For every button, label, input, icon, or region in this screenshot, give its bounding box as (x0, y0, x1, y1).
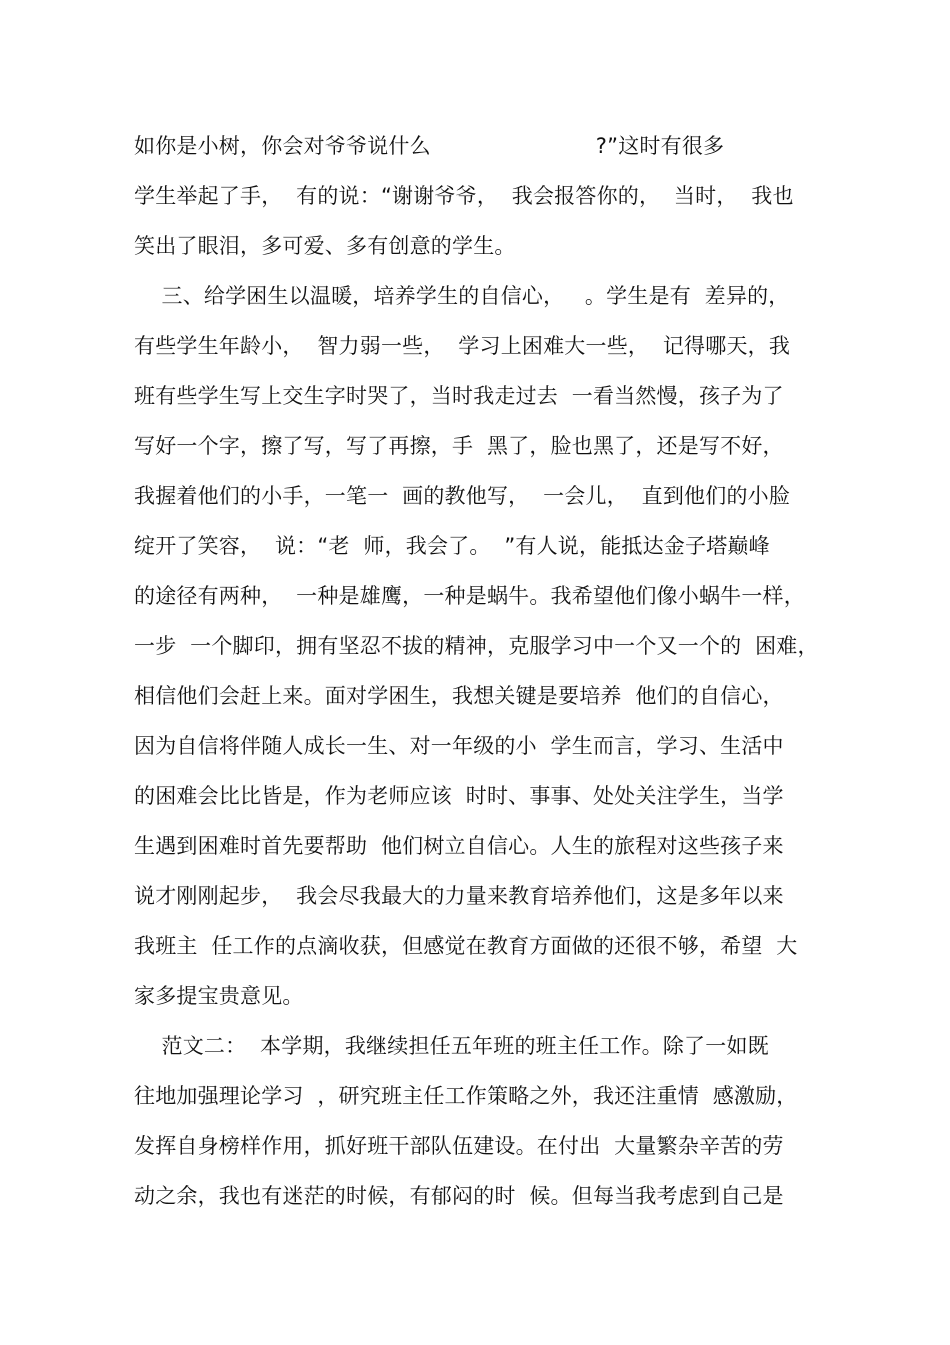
text-line: 的途径有两种， 一种是雄鹰，一种是蜗牛。我希望他们像小蜗牛一样， (134, 584, 805, 608)
text-line: 说才刚刚起步， 我会尽我最大的力量来教育培养他们，这是多年以来 (134, 884, 784, 908)
text-line: 三、给学困生以温暖，培养学生的自信心， 。学生是有 差异的， (134, 284, 790, 308)
text-line: 的困难会比比皆是，作为老师应该 时时、事事、处处关注学生，当学 (134, 784, 784, 808)
text-line: 生遇到困难时首先要帮助 他们树立自信心。人生的旅程对这些孩子来 (134, 834, 784, 858)
text-line: 往地加强理论学习 ，研究班主任工作策略之外，我还注重情 感激励， (134, 1084, 798, 1108)
text-line: 一步 一个脚印，拥有坚忍不拔的精神，克服学习中一个又一个的 困难， (134, 634, 819, 658)
text-line: 相信他们会赶上来。面对学困生，我想关键是要培养 他们的自信心， (134, 684, 784, 708)
text-line: 范文二： 本学期，我继续担任五年班的班主任工作。除了一如既 (134, 1034, 769, 1058)
text-line: 我握着他们的小手，一笔一 画的教他写， 一会儿， 直到他们的小脸 (134, 484, 791, 508)
text-line: 学生举起了手， 有的说：“谢谢爷爷， 我会报答你的， 当时， 我也 (134, 184, 794, 208)
text-line: 写好一个字，擦了写，写了再擦，手 黑了，脸也黑了，还是写不好， (134, 434, 784, 458)
text-line: 如你是小树，你会对爷爷说什么 ?”这时有很多 (134, 134, 725, 158)
text-line: 班有些学生写上交生字时哭了，当时我走过去 一看当然慢，孩子为了 (134, 384, 784, 408)
text-line: 发挥自身榜样作用，抓好班干部队伍建设。在付出 大量繁杂辛苦的劳 (134, 1134, 784, 1158)
text-line: 动之余，我也有迷茫的时候，有郁闷的时 候。但每当我考虑到自己是 (134, 1184, 784, 1208)
text-line: 家多提宝贵意见。 (134, 984, 304, 1008)
text-line: 笑出了眼泪，多可爱、多有创意的学生。 (134, 234, 516, 258)
text-line: 有些学生年龄小， 智力弱一些， 学习上困难大一些， 记得哪天，我 (134, 334, 791, 358)
text-line: 因为自信将伴随人成长一生、对一年级的小 学生而言，学习、生活中 (134, 734, 784, 758)
text-line: 我班主 任工作的点滴收获，但感觉在教育方面做的还很不够，希望 大 (134, 934, 798, 958)
text-line: 绽开了笑容， 说：“老 师，我会了。 ”有人说，能抵达金子塔巅峰 (134, 534, 770, 558)
